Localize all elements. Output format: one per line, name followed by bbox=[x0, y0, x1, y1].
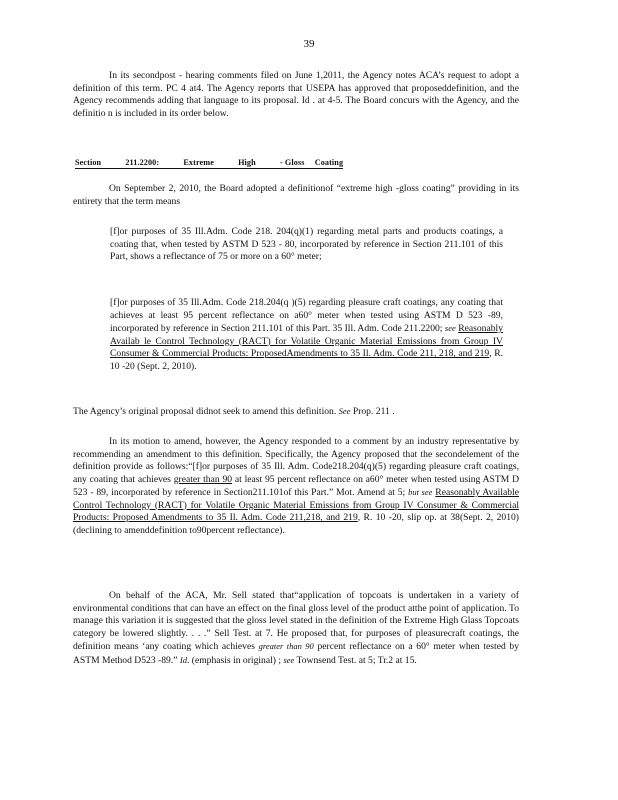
paragraph-original-proposal bbox=[73, 405, 519, 419]
citation-signal: but see bbox=[408, 487, 433, 497]
heading-word: High bbox=[238, 158, 256, 167]
sentence: . (emphasis in original) ; bbox=[186, 654, 282, 666]
sentence: On behalf of the ACA, Mr. Sell stated that“application of topcoats is undertaken in a variety of environmental conditions that can have an effect on the final gloss level of the product atthe point of application. To manage this variation it is suggested that the gloss level stated in the definition of the Extreme High Glass Topcoats category be lowered slightly. . . .” Sell Test. at 7. He proposed that, for purposes of pleasurecraft coatings, the definition means ‘any coating which achieves bbox=[73, 590, 519, 652]
citation: Prop. 211 . bbox=[352, 406, 395, 417]
block-quote-pleasure-craft bbox=[110, 297, 503, 373]
citation-signal: see bbox=[283, 654, 295, 665]
paragraph-board-adopted: On September 2, 2010, the Board adopted a definitionof “extreme high -gloss coating” providing in its entirety that the term means bbox=[73, 183, 519, 207]
heading-word: - Gloss bbox=[279, 158, 305, 167]
sentence: In its motion to amend, however, the Agency responded to a comment by an industry representative by recommending an amendment to this definition. Specifically, the Agency proposed that the secondelement of the definition provide as follows:“[f]or purposes of 35 Ill. Adm. Code218.204(q)(5) regarding pleasure craft coatings, any coating that achieves bbox=[73, 436, 519, 485]
citation: Townsend Test. at 5; Tr.2 at 15. bbox=[296, 654, 417, 666]
heading-section-number: 211.2200: bbox=[125, 158, 160, 167]
emphasized-text: greater than 90 bbox=[258, 641, 314, 651]
citation-tail: , R. 10 -20 (Sept. 2, 2010). bbox=[110, 348, 503, 372]
sentence: The Agency’s original proposal didnot seek to amend this definition. bbox=[73, 406, 337, 417]
citation-signal: see bbox=[444, 323, 456, 333]
section-heading bbox=[75, 158, 343, 169]
underlined-text: greater than 90 bbox=[173, 473, 233, 485]
heading-section-label: Section bbox=[75, 158, 102, 167]
rulemaking-title: Reasonably Availab le Control Technology (RACT) for Volatile Organic Material Emissions from Group IV Consumer & Commercial Products: ProposedAmendments to 35 Il. Adm. Code 211, 218, and 219 bbox=[110, 323, 503, 359]
sentence: percent reflectance on a 60° meter when tested by ASTM Method D523 -89.” bbox=[73, 641, 520, 666]
heading-word: Extreme bbox=[183, 158, 214, 167]
paragraph-agency-comments: In its secondpost - hearing comments filed on June 1,2011, the Agency notes ACA’s request to adopt a definition of this term. PC 4 at4. The Agency reports that USEPA has approved that proposeddefinition, and the Agency recommends adding that language to its proposal. Id . at 4-5. The Board concurs with the Agency, and the definitio n is included in its order below. bbox=[73, 70, 519, 119]
block-quote-metal-parts: [f]or purposes of 35 Ill.Adm. Code 218. 204(q)(1) regarding metal parts and products coatings, a coating that, when tested by ASTM D 523 - 80, incorporated by reference in Section 211.101 of this Part, shows a reflectance of 75 or more on a 60° meter; bbox=[110, 226, 503, 262]
paragraph-motion-to-amend bbox=[73, 436, 519, 537]
heading-word: Coating bbox=[314, 158, 344, 167]
quote-text: [f]or purposes of 35 Ill.Adm. Code 218.204(q )(5) regarding pleasure craft coatings, any coating that achieves at least 95 percent reflectance on a60° meter when tested using ASTM D 523 -89, incorporated by reference in Section 211.101 of this Part. 35 Ill. Adm. Code 211.2200; bbox=[110, 297, 503, 334]
citation-tail: , R. 10 -20, slip op. at 38(Sept. 2, 2010) (declining to amenddefinition to90percent reflectance). bbox=[73, 512, 519, 536]
page-number: 39 bbox=[303, 38, 315, 50]
sentence: at least 95 percent reflectance on a60° meter when tested using ASTM D 523 - 89, incorporated by reference in Section211.101of this Part.” Mot. Amend at 5; bbox=[73, 473, 519, 498]
citation-signal: See bbox=[338, 406, 351, 416]
paragraph-aca-testimony bbox=[73, 590, 519, 667]
citation-signal: Id bbox=[179, 654, 187, 665]
rulemaking-title: Reasonably Available Control Technology (RACT) for Volatile Organic Material Emissions from Group IV Consumer & Commercial Products: Proposed Amendments to 35 Il. Adm. Code 211,218, and 219 bbox=[73, 487, 519, 523]
